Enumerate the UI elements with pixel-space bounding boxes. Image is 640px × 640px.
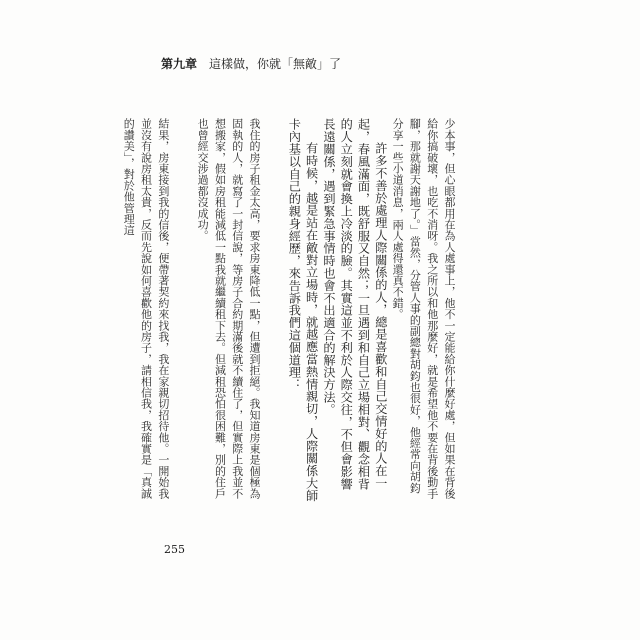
quote-paragraph: 我住的房子租金太高，要求房東降低一點，但遭到拒絕。我知道房東是個極為固執的人，就寫了一封信說，等房子合約期滿後就不續住了，但實際上我並不想搬家，假如房租能減低一點我就繼續租下去。但減租恐怕很困難，別的住戶也曾經交涉過都沒成功。: [196, 118, 262, 499]
body-paragraph: 有時候，越是站在敵對立場時，就越應當熱情親切，人際關係大師卡內基以自己的親身經歷，來告訴我們這個道理：: [287, 118, 319, 502]
quote-paragraph: 結果，房東接到我的信後，便帶著契約來找我，我在家親切招待他。一開始我並沒有說房租太貴，反而先說如何喜歡他的房子，請相信我，我確實是「真誠的讚美」，對於他管理這: [122, 118, 170, 499]
chapter-label: 第九章: [161, 57, 198, 71]
page-number: 255: [164, 543, 185, 556]
chapter-title: 這樣做，你就「無敵」了: [209, 57, 342, 71]
quote-paragraph: 少本事，但心眼都用在為人處事上，他不一定能給你什麼好處，但如果在背後給你搞破壞，也吃不消呀。我之所以和他那麼好，就是希望他不要在背後動手腳，那就謝天謝地了。」當然，分管人事的副總對胡鈞也很好，他經常向胡鈞分享一些小道消息，兩人處得還真不錯。: [391, 118, 456, 499]
running-head: [161, 55, 341, 72]
vertical-text-block: [122, 118, 480, 502]
body-paragraph: 許多不善於處理人際關係的人，總是喜歡和自己交情好的人在一起，春風滿面，既舒服又自然；一旦遇到和自己立場相對、觀念相背的人立刻就會換上冷淡的臉。其實這並不利於人際交往，不但會影響長遠關係，遇到緊急事情時也會不出適合的解決方法。: [321, 118, 388, 490]
